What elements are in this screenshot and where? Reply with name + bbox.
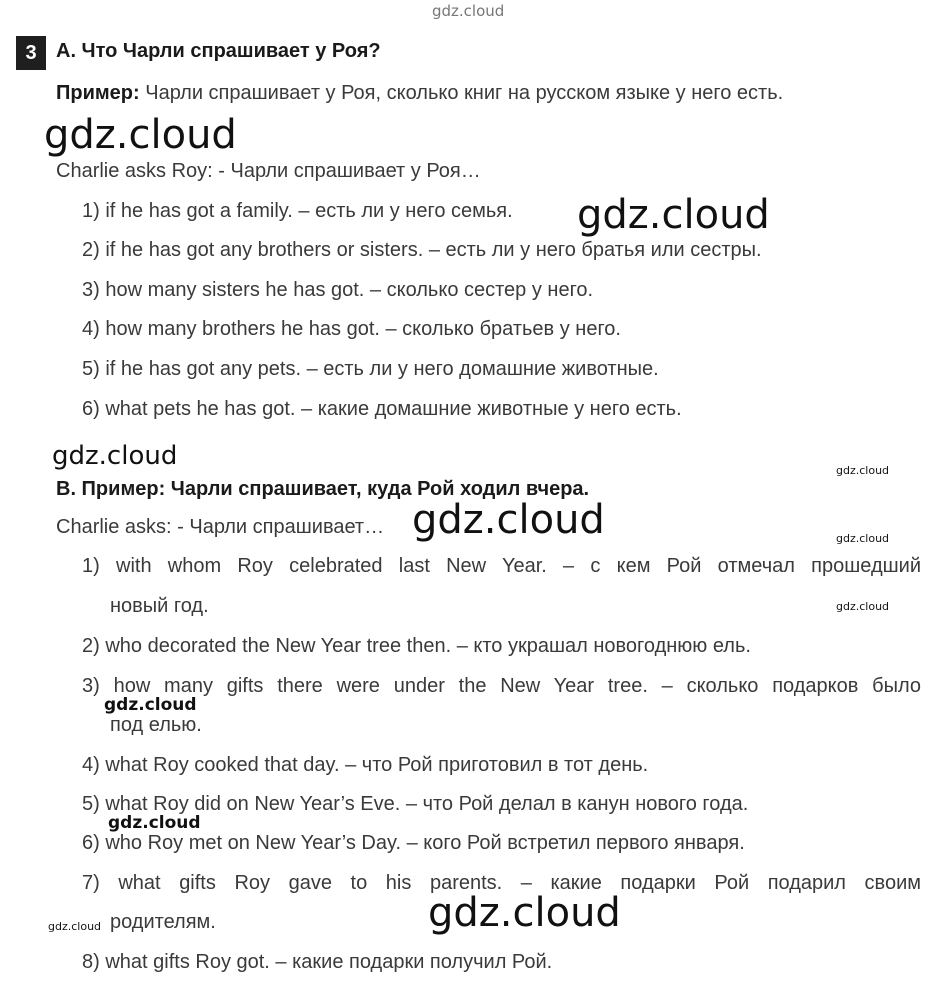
watermark-tiny-3: gdz.cloud (836, 600, 890, 613)
part-b-item-4: 4) what Roy cooked that day. – что Рой приготовил в тот день. (82, 754, 649, 776)
part-a-intro: Charlie asks Roy: - Чарли спрашивает у Роя… (56, 160, 481, 182)
watermark-big-3: gdz.cloud (412, 497, 605, 543)
part-a-item-4: 4) how many brothers he has got. – сколько братьев у него. (82, 318, 621, 340)
part-b-item-8: 8) what gifts Roy got. – какие подарки получил Рой. (82, 951, 553, 973)
part-b-item-1-line-2: новый год. (110, 595, 209, 617)
part-a-item-1: 1) if he has got a family. – есть ли у него семья. (82, 200, 513, 222)
watermark-big-2: gdz.cloud (577, 192, 770, 238)
part-b-item-3-line-1: 3) how many gifts there were under the New Year tree. – сколько подарков было (82, 675, 921, 697)
part-a-item-2: 2) if he has got any brothers or sisters. – есть ли у него братья или сестры. (82, 239, 762, 261)
watermark-top: gdz.cloud (432, 2, 505, 20)
part-b-item-3-line-2: под елью. (110, 714, 202, 736)
part-a-item-3: 3) how many sisters he has got. – сколько сестер у него. (82, 279, 594, 301)
part-a-example (56, 82, 783, 105)
watermark-tiny-4: gdz.cloud (48, 920, 102, 933)
part-b-item-2: 2) who decorated the New Year tree then. – кто украшал новогоднюю ель. (82, 635, 751, 657)
watermark-big-1: gdz.cloud (44, 112, 237, 158)
watermark-small-1: gdz.cloud (104, 695, 197, 715)
watermark-mid-1: gdz.cloud (52, 441, 178, 471)
watermark-big-4: gdz.cloud (428, 890, 621, 936)
part-a-item-5: 5) if he has got any pets. – есть ли у него домашние животные. (82, 358, 659, 380)
part-b-item-1-line-1: 1) with whom Roy celebrated last New Year. – с кем Рой отмечал прошедший (82, 555, 921, 577)
part-b-intro: Charlie asks: - Чарли спрашивает… (56, 516, 385, 538)
watermark-tiny-1: gdz.cloud (836, 464, 890, 477)
part-b-item-7-line-1: 7) what gifts Roy gave to his parents. – какие подарки Рой подарил своим (82, 872, 921, 894)
example-label: Пример: (56, 82, 140, 104)
part-b-item-5: 5) what Roy did on New Year’s Eve. – что Рой делал в канун нового года. (82, 793, 749, 815)
part-a-item-6: 6) what pets he has got. – какие домашние животные у него есть. (82, 398, 682, 420)
part-b-title: B. Пример: Чарли спрашивает, куда Рой ходил вчера. (56, 478, 590, 500)
watermark-small-2: gdz.cloud (108, 813, 201, 833)
part-a-title: A. Что Чарли спрашивает у Роя? (56, 40, 381, 62)
part-b-item-7-line-2: родителям. (110, 911, 216, 933)
watermark-tiny-2: gdz.cloud (836, 532, 890, 545)
example-text: Чарли спрашивает у Роя, сколько книг на русском языке у него есть. (145, 82, 784, 104)
exercise-number-badge: 3 (16, 36, 46, 70)
part-b-item-6: 6) who Roy met on New Year’s Day. – кого Рой встретил первого января. (82, 832, 745, 854)
